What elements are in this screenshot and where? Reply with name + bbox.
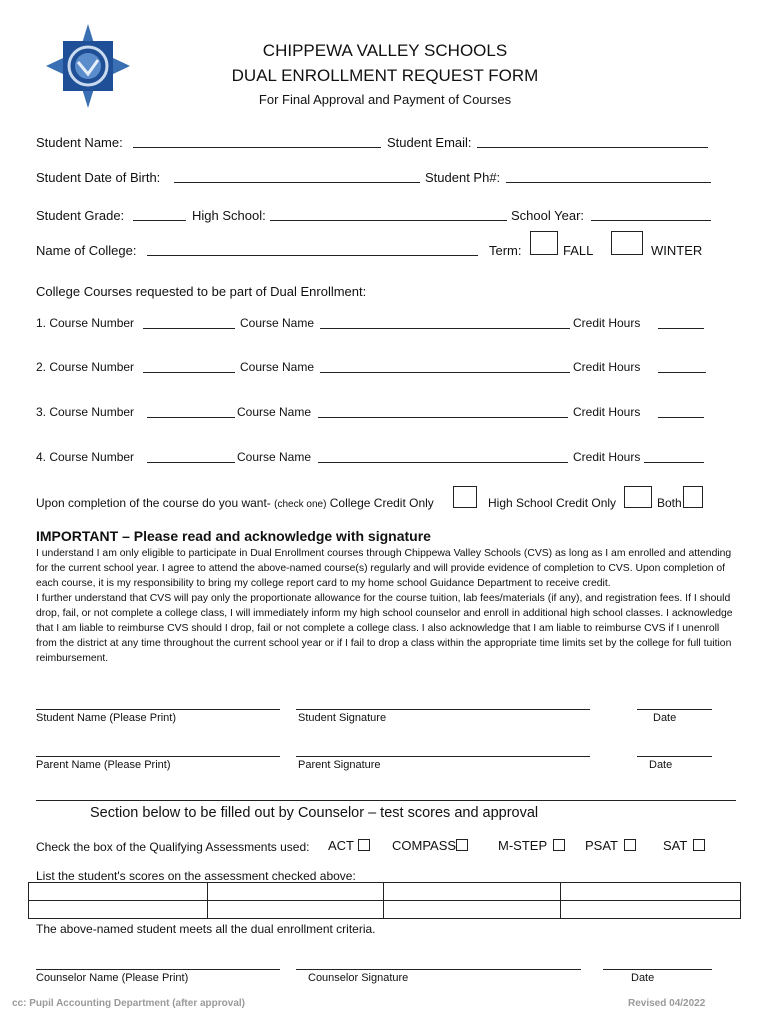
- college-credit-label: College Credit Only: [329, 496, 434, 510]
- credit-hours-field[interactable]: [658, 417, 704, 418]
- course-name-field[interactable]: [318, 462, 568, 463]
- qualifying-label: Check the box of the Qualifying Assessments used:: [36, 840, 310, 854]
- course-number-label: 3. Course Number: [36, 405, 135, 419]
- score-cell[interactable]: [561, 901, 741, 919]
- student-date-line[interactable]: [637, 709, 712, 710]
- course-number-field[interactable]: [147, 417, 235, 418]
- high-school-label: High School:: [192, 208, 266, 223]
- scores-table: [28, 882, 741, 919]
- both-checkbox[interactable]: [683, 486, 703, 508]
- school-year-field[interactable]: [591, 220, 711, 221]
- student-name-print-label: Student Name (Please Print): [36, 712, 177, 724]
- school-year-label: School Year:: [511, 208, 585, 223]
- phone-field[interactable]: [506, 182, 711, 183]
- term-winter-label: WINTER: [651, 243, 703, 258]
- form-title-line2: DUAL ENROLLMENT REQUEST FORM: [231, 66, 539, 85]
- course-number-field[interactable]: [143, 328, 235, 329]
- assessment-option[interactable]: [663, 838, 705, 853]
- student-name-field[interactable]: [133, 147, 381, 148]
- high-school-credit-checkbox[interactable]: [624, 486, 652, 508]
- credit-choice-question: [36, 496, 434, 510]
- high-school-credit-label: High School Credit Only: [488, 496, 617, 510]
- course-number-field[interactable]: [143, 372, 235, 373]
- student-email-label: Student Email:: [387, 135, 472, 150]
- assessment-sat-label: SAT: [663, 838, 688, 853]
- parent-signature-label: Parent Signature: [298, 759, 381, 771]
- assessment-mstep-label: M-STEP: [498, 838, 548, 853]
- credit-hours-field[interactable]: [658, 328, 704, 329]
- course-name-field[interactable]: [318, 417, 568, 418]
- parent-name-print-line[interactable]: [36, 756, 280, 757]
- acknowledgement-paragraph-2: I further understand that CVS will pay only the proportionate allowance for the course tuition, lab fees/materials (if any), and registration fees. If I should drop, fail, or not complete a college class, I will immediately inform my high school counselor and enroll in additional high school classes. I acknowledge that I am liable to reimburse CVS should I drop, fail or not complete a college class. I also acknowledge that I am liable to reimburse CVS if I unenroll from the district at any time throughout the current school year or if I fail to drop a class within the appropriate time limits set by the college for full tuition reimbursement.: [36, 593, 733, 664]
- parent-date-label: Date: [649, 759, 673, 771]
- form-title-line1: CHIPPEWA VALLEY SCHOOLS: [262, 41, 508, 60]
- score-cell[interactable]: [384, 883, 561, 901]
- course-name-label: Course Name: [237, 405, 312, 419]
- credit-choice-text: Upon completion of the course do you want-: [36, 496, 271, 510]
- course-name-field[interactable]: [320, 328, 570, 329]
- both-label: Both: [657, 496, 682, 510]
- assessment-option[interactable]: [392, 838, 468, 853]
- parent-date-line[interactable]: [637, 756, 712, 757]
- term-fall-checkbox[interactable]: [530, 231, 558, 255]
- student-name-label: Student Name:: [36, 135, 123, 150]
- parent-signature-line[interactable]: [296, 756, 590, 757]
- parent-name-print-label: Parent Name (Please Print): [36, 759, 171, 771]
- college-field[interactable]: [147, 255, 478, 256]
- assessment-option[interactable]: [498, 838, 565, 853]
- counselor-signature-label: Counselor Signature: [308, 972, 409, 984]
- dob-label: Student Date of Birth:: [36, 170, 161, 185]
- phone-label: Student Ph#:: [425, 170, 501, 185]
- assessment-psat-label: PSAT: [585, 838, 618, 853]
- mstep-checkbox[interactable]: [553, 839, 565, 851]
- dob-field[interactable]: [174, 182, 420, 183]
- counselor-section-title: Section below to be filled out by Counselor – test scores and approval: [90, 805, 539, 821]
- course-name-label: Course Name: [237, 450, 312, 464]
- table-row: [29, 901, 741, 919]
- student-date-label: Date: [653, 712, 677, 724]
- student-name-print-line[interactable]: [36, 709, 280, 710]
- counselor-section-divider: [36, 800, 736, 801]
- course-name-label: Course Name: [240, 360, 315, 374]
- scores-label: List the student's scores on the assessment checked above:: [36, 869, 356, 883]
- counselor-name-label: Counselor Name (Please Print): [36, 972, 189, 984]
- assessment-act-label: ACT: [328, 838, 354, 853]
- credit-hours-field[interactable]: [658, 372, 706, 373]
- score-cell[interactable]: [29, 883, 208, 901]
- course-number-label: 2. Course Number: [36, 360, 135, 374]
- course-number-label: 4. Course Number: [36, 450, 135, 464]
- acknowledgement-paragraph-1: I understand I am only eligible to participate in Dual Enrollment courses through Chippewa Valley Schools (CVS) as long as I am enrolled and attending for the current school year. I agree to attend the above-named course(s) regularly and will provide evidence of completion to CVS. Upon completion of each course, it is my responsibility to bring my college report card to my home school Guidance Department to receive credit.: [36, 548, 732, 589]
- student-signature-line[interactable]: [296, 709, 590, 710]
- college-credit-checkbox[interactable]: [453, 486, 477, 508]
- assessment-compass-label: COMPASS: [392, 838, 457, 853]
- credit-hours-label: Credit Hours: [573, 360, 641, 374]
- important-heading: IMPORTANT – Please read and acknowledge with signature: [36, 528, 431, 544]
- score-cell[interactable]: [384, 901, 561, 919]
- college-label: Name of College:: [36, 243, 137, 258]
- check-one-note: (check one): [274, 499, 327, 510]
- credit-hours-field[interactable]: [644, 462, 704, 463]
- counselor-signature-line[interactable]: [296, 969, 581, 970]
- score-cell[interactable]: [29, 901, 208, 919]
- term-label: Term:: [489, 243, 522, 258]
- assessment-option[interactable]: [328, 838, 370, 853]
- course-number-field[interactable]: [147, 462, 235, 463]
- course-number-label: 1. Course Number: [36, 316, 135, 330]
- form-subtitle: For Final Approval and Payment of Courses: [258, 92, 512, 107]
- credit-hours-label: Credit Hours: [573, 316, 641, 330]
- score-cell[interactable]: [207, 901, 384, 919]
- term-fall-label: FALL: [563, 243, 594, 258]
- student-email-field[interactable]: [477, 147, 708, 148]
- score-cell[interactable]: [207, 883, 384, 901]
- criteria-statement: The above-named student meets all the dual enrollment criteria.: [36, 922, 376, 936]
- course-name-field[interactable]: [320, 372, 570, 373]
- term-winter-checkbox[interactable]: [611, 231, 643, 255]
- credit-hours-label: Credit Hours: [573, 450, 641, 464]
- sat-checkbox[interactable]: [693, 839, 705, 851]
- grade-label: Student Grade:: [36, 208, 125, 223]
- compass-checkbox[interactable]: [456, 839, 468, 851]
- revision-date: Revised 04/2022: [628, 998, 706, 1009]
- grade-field[interactable]: [133, 220, 186, 221]
- counselor-date-label: Date: [631, 972, 655, 984]
- act-checkbox[interactable]: [358, 839, 370, 851]
- psat-checkbox[interactable]: [624, 839, 636, 851]
- counselor-date-line[interactable]: [603, 969, 712, 970]
- credit-hours-label: Credit Hours: [573, 405, 641, 419]
- counselor-name-line[interactable]: [36, 969, 280, 970]
- table-row: [29, 883, 741, 901]
- student-signature-label: Student Signature: [298, 712, 387, 724]
- assessment-option[interactable]: [585, 838, 636, 853]
- acknowledgement-text: [36, 546, 742, 666]
- high-school-field[interactable]: [270, 220, 507, 221]
- course-name-label: Course Name: [240, 316, 315, 330]
- cc-note: cc: Pupil Accounting Department (after approval): [12, 998, 245, 1009]
- score-cell[interactable]: [561, 883, 741, 901]
- courses-heading: College Courses requested to be part of Dual Enrollment:: [36, 284, 367, 299]
